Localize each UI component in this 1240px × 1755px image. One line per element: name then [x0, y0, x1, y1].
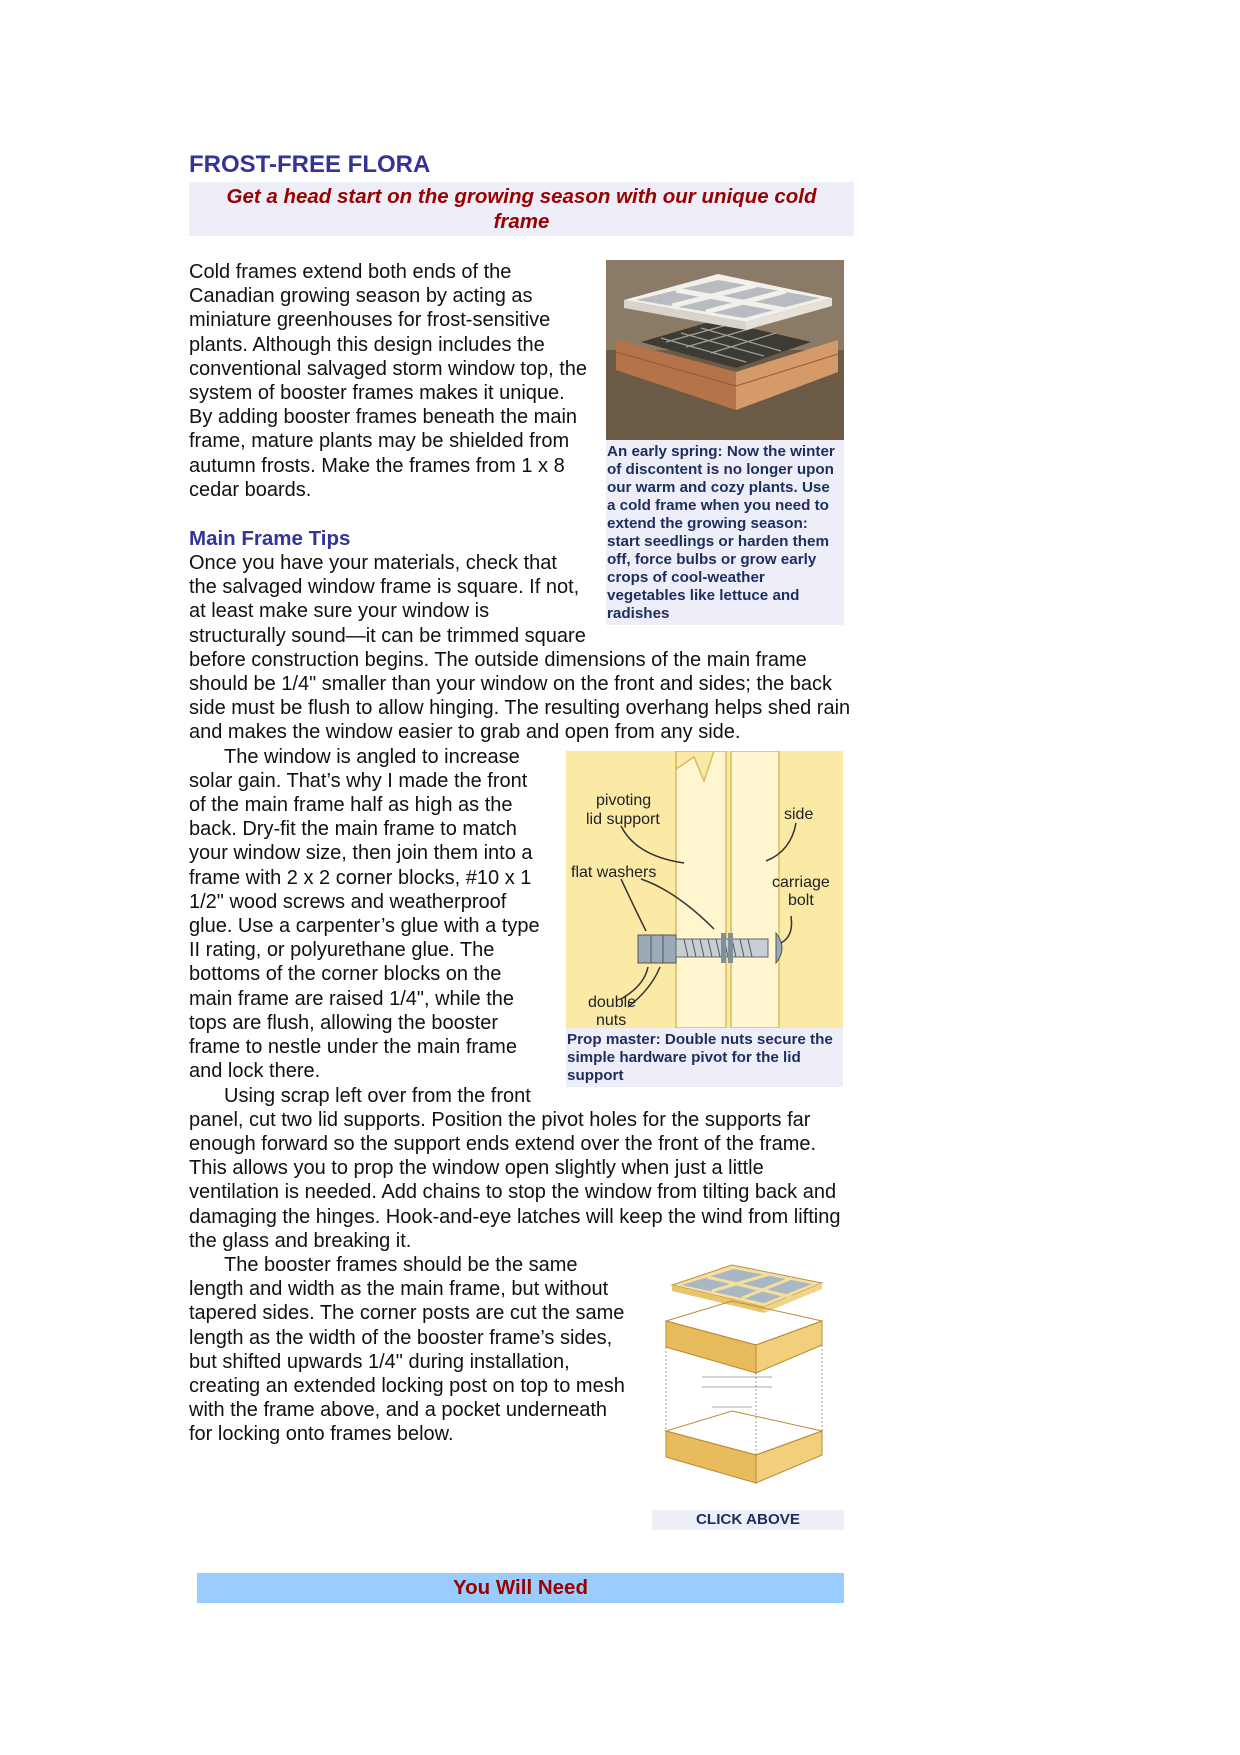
cold-frame-photo — [606, 260, 844, 440]
label-lid-support: lid support — [586, 810, 660, 828]
pivot-diagram — [566, 751, 843, 1028]
paragraph-2: The window is angled to increase solar gain. That’s why I made the front of the main frame half as high as the back. Dry-fit the main frame to match your window size, then join them into a frame with 2 x 2 corner blocks, #10 x 1 1/2" wood screws and weatherproof glue. Use a carpenter’s glue with a type II rating, or polyurethane glue. The bottoms of the corner blocks on the main frame are raised 1/4", while the tops are flush, allowing the booster frame to nestle under the main frame and lock there. — [189, 745, 540, 1083]
paragraph-4: The booster frames should be the same length and width as the main frame, but without tapered sides. The corner posts are cut the same length as the width of the booster frame’s sides, but shifted upwards 1/4" during installation, creating an extended locking post on top to mesh with the frame above, and a pocket underneath for locking onto frames below. — [189, 1253, 625, 1446]
cold-frame-photo-figure — [606, 260, 844, 625]
article — [189, 148, 854, 1530]
label-side: side — [784, 805, 814, 823]
diagram-caption: Prop master: Double nuts secure the simple hardware pivot for the lid support — [567, 1030, 833, 1084]
label-carriage: carriage — [772, 873, 830, 891]
label-bolt: bolt — [788, 891, 814, 909]
exploded-caption[interactable]: CLICK ABOVE — [652, 1510, 844, 1530]
paragraph-3: Using scrap left over from the front panel, cut two lid supports. Position the pivot holes for the supports far enough forward so the support ends extend over the front of the frame. This allows you to prop the window open slightly when just a little ventilation is needed. Add chains to stop the window from tilting back and damaging the hinges. Hook-and-eye latches will keep the wind from lifting the glass and breaking it. — [189, 1084, 841, 1252]
article-title: FROST-FREE FLORA — [189, 151, 431, 178]
label-flat-washers: flat washers — [571, 863, 657, 881]
photo-caption: An early spring: Now the winter of discontent is no longer upon our warm and cozy plants. Use a cold frame when you need to extend the growing season: start seedlings or harden them off, force bulbs or grow early crops of cool-weather vegetables like lettuce and radishes — [607, 443, 835, 622]
exploded-view-drawing[interactable] — [652, 1257, 844, 1502]
paragraph-1: Once you have your materials, check that the salvaged window frame is square. If not, at least make sure your window is structurally sound—it can be trimmed square before construction begins. The outside dimensions of the main frame should be 1/4" smaller than your window on the front and sides; the back side must be flush to allow hinging. The resulting overhang helps shed rain and makes the window easier to grab and open from any side. — [189, 552, 851, 744]
label-nuts: nuts — [596, 1011, 627, 1028]
label-pivoting: pivoting — [596, 791, 652, 809]
you-will-need-bar[interactable]: You Will Need — [197, 1573, 844, 1603]
pivot-diagram-figure — [566, 751, 843, 1087]
article-subtitle: Get a head start on the growing season with our unique cold frame — [189, 182, 854, 236]
label-double: double — [588, 993, 637, 1011]
article-body — [189, 260, 854, 1530]
section-heading: Main Frame Tips — [189, 527, 351, 551]
exploded-view-figure[interactable] — [652, 1257, 844, 1530]
intro-paragraph: Cold frames extend both ends of the Canadian growing season by acting as miniature greenhouses for frost-sensitive plants. Although this design includes the conventional salvaged storm window top, the system of booster frames makes it unique. By adding booster frames beneath the main frame, mature plants may be shielded from autumn frosts. Make the frames from 1 x 8 cedar boards. — [189, 261, 588, 501]
